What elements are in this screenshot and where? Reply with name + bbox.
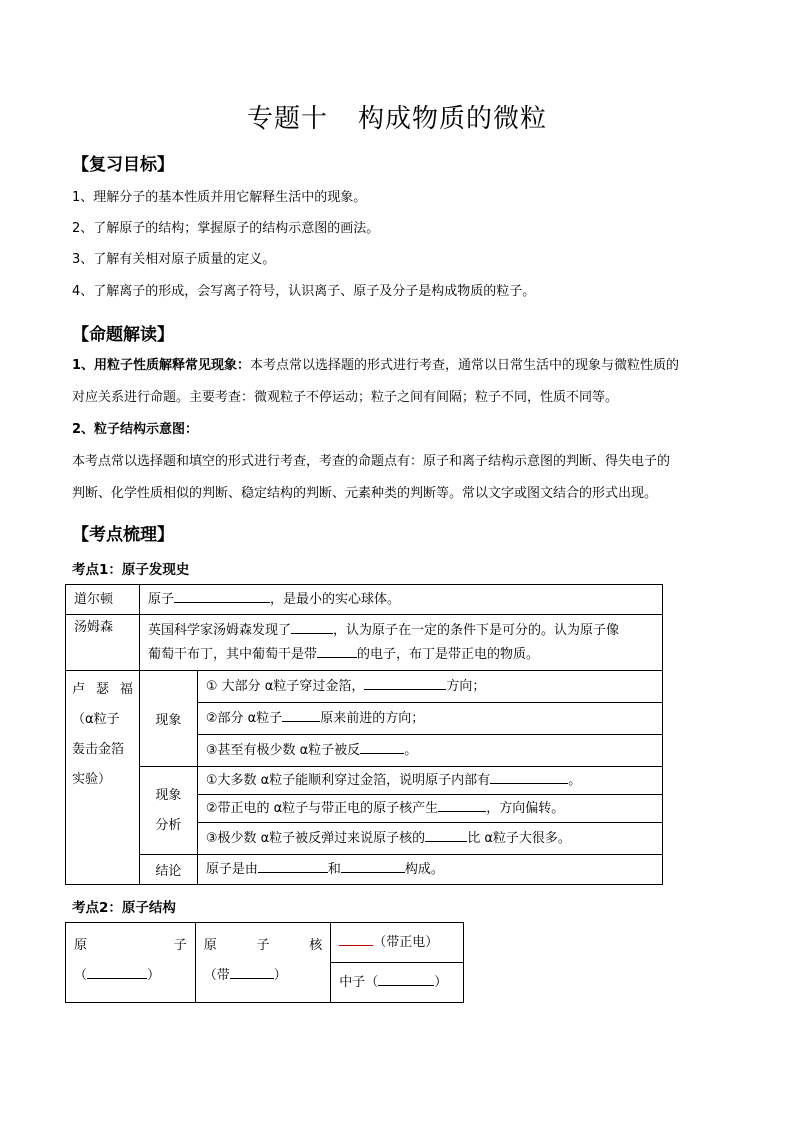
blank-atom[interactable] (87, 965, 147, 979)
analysis-label-2: 分析 (155, 817, 182, 833)
blank-thomson-2[interactable] (317, 644, 357, 658)
analysis-1-pre: ①大多数 α粒子能顺利穿过金箔，说明原子内部有 (205, 772, 491, 788)
phen-3 (197, 735, 662, 767)
nucleus-paren-close: ） (273, 968, 287, 983)
conclusion-content (197, 855, 662, 885)
thomson-l2-pre: 葡萄干布丁，其中葡萄干是带 (147, 646, 317, 662)
proton-cell (331, 923, 464, 963)
phen-2 (197, 703, 662, 735)
kp1-heading: 考点1：原子发现史 (72, 562, 190, 578)
blank-phen-1[interactable] (364, 676, 446, 690)
analysis-1 (197, 767, 662, 795)
neutron-post: ） (434, 974, 448, 990)
analysis-3-pre: ③极少数 α粒子被反弹过来说原子核的 (205, 830, 426, 846)
goal-1: 1、理解分子的基本性质并用它解释生活中的现象。 (72, 190, 367, 205)
analysis-2 (197, 795, 662, 823)
blank-analysis-2[interactable] (438, 798, 486, 812)
section-goals: 【复习目标】 (72, 155, 174, 175)
proton-post: （带正电） (373, 934, 439, 950)
dalton-pre: 原子 (147, 591, 174, 607)
ruth-char-2: 瑟 (95, 682, 109, 697)
phen-2-pre: ②部分 α粒子 (205, 710, 283, 726)
ruth-char-3: 福 (119, 682, 133, 697)
blank-analysis-1[interactable] (490, 770, 568, 784)
phen-1 (197, 671, 662, 703)
ruth-line-2: （α粒子 (72, 712, 120, 727)
concl-mid: 和 (327, 861, 341, 877)
section-points: 【考点梳理】 (72, 525, 174, 545)
thomson-l1-pre: 英国科学家汤姆森发现了 (147, 622, 291, 638)
interpret-item2-text: 本考点常以选择题和填空的形式进行考查，考查的命题点有：原子和离子结构示意图的判断、得失电子的 (72, 454, 671, 469)
thomson-content (139, 615, 662, 671)
nucleus-paren-open: （带 (203, 968, 230, 983)
blank-concl-2[interactable] (341, 859, 405, 873)
phen-1-post: 方向； (446, 678, 486, 694)
goal-2: 2、了解原子的结构；掌握原子的结构示意图的画法。 (72, 221, 380, 236)
blank-concl-1[interactable] (258, 859, 328, 873)
conclusion-label: 结论 (139, 855, 197, 885)
phenomenon-label: 现象 (139, 671, 197, 767)
concl-pre: 原子是由 (205, 861, 258, 877)
analysis-2-pre: ②带正电的 α粒子与带正电的原子核产生 (205, 800, 439, 816)
phen-2-post: 原来前进的方向； (320, 710, 425, 726)
phen-3-post: 。 (404, 742, 418, 758)
thomson-l1-post: ，认为原子在一定的条件下是可分的。认为原子像 (332, 622, 619, 638)
neutron-pre: 中子（ (339, 974, 379, 990)
analysis-label-1: 现象 (155, 787, 182, 803)
phen-3-pre: ③甚至有极少数 α粒子被反 (205, 742, 361, 758)
neutron-cell (331, 963, 464, 1003)
phen-1-pre: ① 大部分 α粒子穿过金箔， (205, 678, 365, 694)
blank-analysis-3[interactable] (425, 828, 467, 842)
dalton-post: ，是最小的实心球体。 (269, 591, 400, 607)
section-interpret: 【命题解读】 (72, 325, 174, 345)
blank-nucleus[interactable] (230, 965, 274, 979)
interpret-item2-title (72, 420, 732, 440)
interpret-item1-cont: 对应关系进行命题。主要考查：微观粒子不停运动；粒子之间有间隔；粒子不同，性质不同等。 (72, 390, 619, 405)
nucleus-char-2: 子 (256, 938, 270, 953)
page-title (0, 98, 794, 135)
analysis-1-post: 。 (568, 772, 582, 788)
nucleus-char-1: 原 (203, 938, 217, 953)
goal-3: 3、了解有关相对原子质量的定义。 (72, 252, 276, 267)
dalton-content (139, 585, 662, 615)
interpret-item1-text: 本考点常以选择题的形式进行考查，通常以日常生活中的现象与微粒性质的 (250, 358, 680, 373)
atom-paren-close: ） (147, 968, 161, 983)
ruth-line-4: 实验） (72, 772, 112, 787)
atom-cell (66, 923, 196, 1003)
atom-char-1: 原 (74, 938, 88, 953)
blank-dalton[interactable] (174, 589, 270, 603)
blank-proton[interactable] (339, 932, 373, 946)
ruth-char-1: 卢 (72, 682, 86, 697)
goal-4: 4、了解离子的形成，会写离子符号，认识离子、原子及分子是构成物质的粒子。 (72, 284, 536, 299)
blank-thomson-1[interactable] (291, 620, 333, 634)
analysis-3 (197, 823, 662, 855)
blank-phen-3[interactable] (360, 740, 404, 754)
interpret-item1 (72, 356, 732, 376)
atom-paren-open: （ (74, 968, 88, 983)
blank-phen-2[interactable] (282, 708, 320, 722)
thomson-l2-post: 的电子，布丁是带正电的物质。 (356, 646, 539, 662)
rutherford-label (66, 671, 140, 885)
interpret-item2-bold: 2、粒子结构示意图： (72, 422, 199, 437)
nucleus-char-3: 核 (309, 938, 323, 953)
title-part2: 构成物质的微粒 (358, 104, 548, 134)
concl-post: 构成。 (404, 861, 444, 877)
atom-char-2: 子 (173, 938, 187, 953)
blank-neutron[interactable] (378, 972, 434, 986)
thomson-label: 汤姆森 (66, 615, 140, 671)
analysis-3-post: 比 α粒子大很多。 (467, 830, 571, 846)
analysis-2-post: ，方向偏转。 (486, 800, 565, 816)
ruth-line-3: 轰击金箔 (72, 742, 125, 757)
interpret-item2-cont: 判断、化学性质相似的判断、稳定结构的判断、元素种类的判断等。常以文字或图文结合的形式出现。 (72, 486, 658, 501)
nucleus-cell (195, 923, 331, 1003)
kp2-heading: 考点2：原子结构 (72, 900, 176, 916)
interpret-item1-title: 1、用粒子性质解释常见现象： (72, 358, 251, 373)
atom-structure-table (65, 922, 464, 1003)
title-part1: 专题十 (246, 104, 328, 134)
analysis-label (139, 767, 197, 855)
atom-history-table (65, 584, 663, 885)
dalton-label: 道尔顿 (66, 585, 140, 615)
